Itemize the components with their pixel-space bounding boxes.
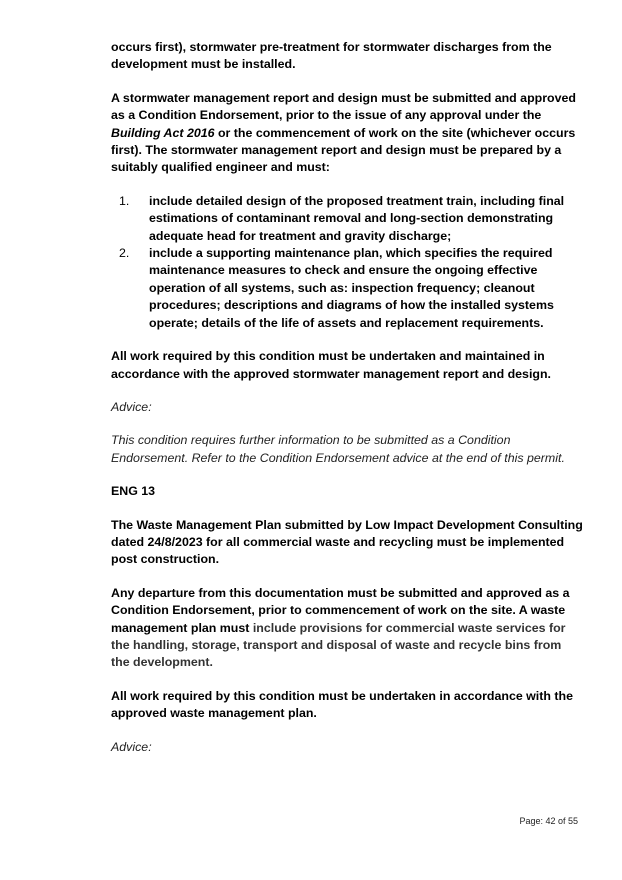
text-segment: or the commencement of work on the site (whichever occurs first). The stormwater management report and design must be prepared by a suitably qualified engineer and must: (111, 125, 576, 175)
text-segment: A stormwater management report and design must be submitted and approved as a Condition Endorsement, prior to the issue of any approval under the (111, 90, 576, 123)
list-text: include detailed design of the proposed treatment train, including final estimations of contaminant removal and long-section demonstrating adequate head for treatment and gravity discharge; (149, 193, 565, 243)
list-item (111, 245, 583, 332)
text-segment: Any departure from this documentation must be submitted and approved as a Condition Endorsement, prior to commencement of work on the site. A waste management plan must (111, 585, 570, 635)
paragraph-stormwater-report (111, 90, 583, 177)
paragraph-work-required-waste: All work required by this condition must be undertaken in accordance with the approved waste management plan. (111, 688, 573, 721)
act-reference: Building Act 2016 (111, 125, 215, 140)
advice-label: Advice: (111, 739, 152, 754)
advice-text: This condition requires further information to be submitted as a Condition Endorsement. Refer to the Condition Endorsement advice at the end of this permit. (111, 433, 565, 465)
paragraph-work-required-stormwater: All work required by this condition must be undertaken and maintained in accordance with the approved stormwater management report and design. (111, 349, 551, 381)
list-number: 2. (119, 246, 130, 261)
text-segment-provisions: include provisions for commercial waste services for the handling, storage, transport and disposal of waste and recycle bins from the development. (111, 620, 566, 670)
list-number: 1. (119, 193, 130, 208)
paragraph-departure (111, 585, 583, 672)
list-text: include a supporting maintenance plan, which specifies the required maintenance measures to check and ensure the ongoing effective operation of all systems, such as: inspection frequency; cleanout procedures; descriptions and diagrams of how the installed systems operate; details of the life of assets and replacement requirements. (149, 246, 554, 330)
paragraph-pretreatment: occurs first), stormwater pre-treatment for stormwater discharges from the development must be installed. (111, 40, 552, 72)
advice-label: Advice: (111, 399, 152, 414)
requirements-list (111, 193, 583, 332)
list-item (111, 193, 583, 245)
condition-heading: ENG 13 (111, 484, 156, 499)
page-number: Page: 42 of 55 (519, 816, 578, 826)
paragraph-waste-plan: The Waste Management Plan submitted by Low Impact Development Consulting dated 24/8/2023 for all commercial waste and recycling must be implemented post construction. (111, 517, 583, 567)
document-page (111, 39, 583, 772)
